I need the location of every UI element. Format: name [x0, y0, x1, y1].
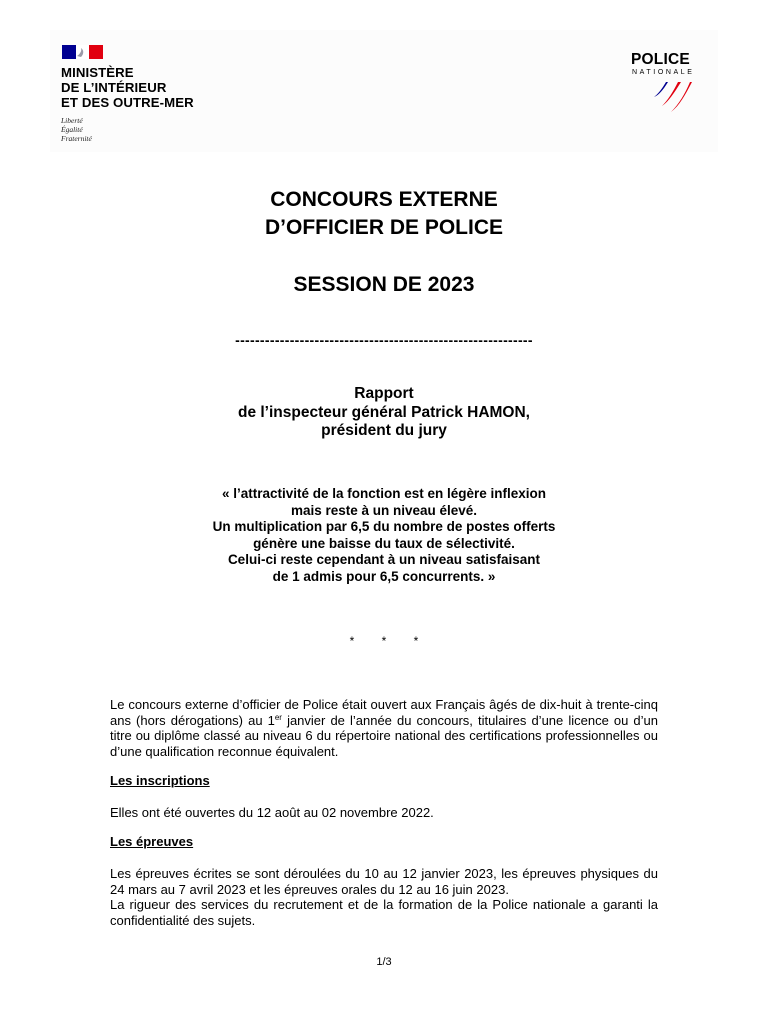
- ministry-line: MINISTÈRE: [61, 65, 134, 80]
- marianne-flag-icon: [62, 45, 103, 59]
- separator-line: ------------------------------------------------------------: [235, 332, 533, 348]
- inscriptions-paragraph: Elles ont été ouvertes du 12 août au 02 novembre 2022.: [110, 805, 434, 820]
- quote-line: génère une baisse du taux de sélectivité.: [253, 535, 515, 551]
- intro-superscript: er: [274, 712, 282, 722]
- title-line-1: CONCOURS EXTERNE: [270, 188, 498, 211]
- intro-text: Le concours externe d’officier de Police était ouvert aux Français âgés de dix-huit à trente-cinq ans (hors dérogations) au 1: [110, 697, 658, 728]
- inscriptions-heading: Les inscriptions: [110, 773, 210, 788]
- report-line: de l’inspecteur général Patrick HAMON,: [237, 403, 530, 421]
- police-logo-subtitle: NATIONALE: [632, 69, 695, 76]
- epreuves-text: Les épreuves écrites se sont déroulées du 10 au 12 janvier 2023, les épreuves physiques du 24 mars au 7 avril 2023 et les épreuves orales du 12 au 16 juin 2023.: [110, 866, 658, 897]
- ministry-name: [61, 65, 194, 110]
- ministry-line: ET DES OUTRE-MER: [61, 95, 194, 110]
- section-stars: * * *: [349, 634, 419, 648]
- police-tricolor-wing-icon: [652, 80, 692, 114]
- report-title: [0, 385, 768, 441]
- motto-line: Fraternité: [61, 134, 92, 143]
- report-line: Rapport: [354, 385, 414, 402]
- report-line: président du jury: [321, 422, 447, 439]
- intro-paragraph: [110, 697, 658, 759]
- quote-line: « l’attractivité de la fonction est en légère inflexion: [221, 486, 547, 501]
- quote-line: de 1 admis pour 6,5 concurrents. »: [272, 568, 496, 584]
- motto-line: Liberté: [61, 116, 83, 125]
- republic-motto: [61, 116, 92, 143]
- ministry-line: DE L’INTÉRIEUR: [61, 80, 167, 95]
- quote-line: mais reste à un niveau élevé.: [290, 502, 478, 518]
- page-number: 1/3: [376, 956, 392, 968]
- session-title: SESSION DE 2023: [293, 273, 475, 296]
- epreuves-heading: Les épreuves: [110, 834, 194, 849]
- title-line-2: D’OFFICIER DE POLICE: [264, 216, 503, 239]
- intro-text-continued: janvier de l’année du concours, titulaires d’une licence ou d’un titre ou diplôme classé au niveau 6 du répertoire national des certifications professionnelles ou d’une qualification reconnue équivalent.: [110, 712, 659, 759]
- quote-line: Un multiplication par 6,5 du nombre de postes offerts: [212, 519, 556, 535]
- quote-line: Celui-ci reste cependant à un niveau satisfaisant: [227, 552, 541, 568]
- president-quote: [0, 486, 768, 586]
- epreuves-paragraph: [110, 866, 658, 928]
- motto-line: Égalité: [61, 125, 83, 134]
- police-logo-word: POLICE: [631, 51, 690, 68]
- confidentiality-text: La rigueur des services du recrutement et de la formation de la Police nationale a garanti la confidentialité des sujets.: [110, 897, 658, 928]
